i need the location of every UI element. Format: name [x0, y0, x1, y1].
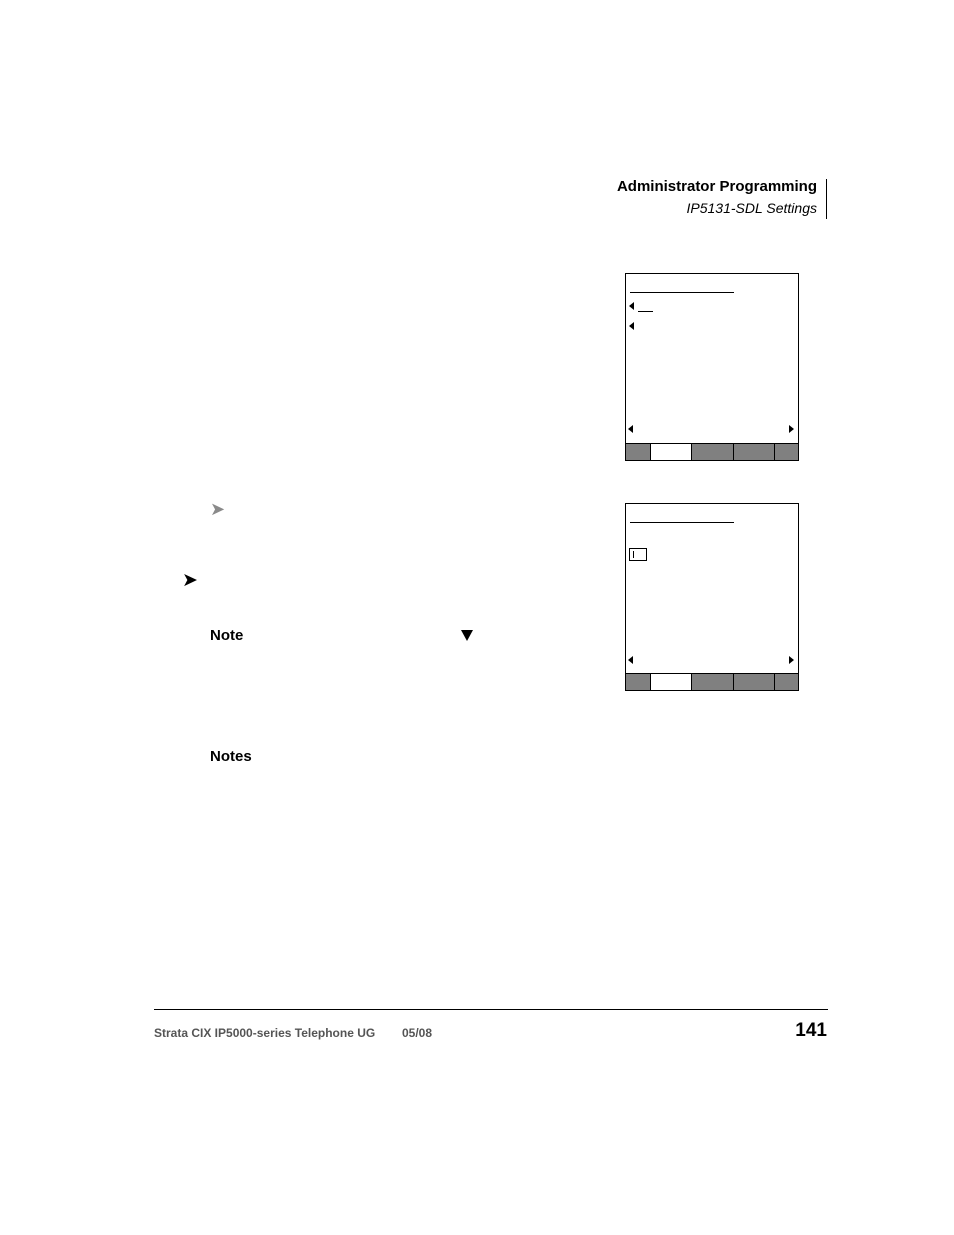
input-cursor-box	[629, 548, 647, 561]
softkey-1[interactable]	[626, 674, 651, 690]
footer-divider	[154, 1009, 828, 1010]
lcd-display-2	[625, 503, 799, 691]
scroll-right-icon	[789, 425, 794, 433]
scroll-left-icon	[628, 656, 633, 664]
scroll-right-icon	[789, 656, 794, 664]
scroll-down-icon	[461, 630, 473, 641]
step-arrow-black-icon: ➤	[182, 570, 198, 591]
lcd-display-1	[625, 273, 799, 461]
softkey-5[interactable]	[775, 674, 798, 690]
footer-date: 05/08	[402, 1026, 433, 1040]
header-divider	[826, 179, 827, 219]
softkey-3[interactable]	[692, 674, 734, 690]
softkey-3[interactable]	[692, 444, 734, 460]
softkey-2[interactable]	[651, 674, 692, 690]
left-arrow-icon	[629, 322, 634, 330]
scroll-left-icon	[628, 425, 633, 433]
softkey-4[interactable]	[734, 444, 775, 460]
step-arrow-grey-icon: ➤	[210, 499, 226, 519]
softkey-4[interactable]	[734, 674, 775, 690]
notes-label: Notes	[210, 748, 252, 765]
softkey-2[interactable]	[651, 444, 692, 460]
note-label: Note	[210, 627, 244, 644]
section-title: Administrator Programming	[616, 178, 817, 195]
footer-doc-title: Strata CIX IP5000-series Telephone UG	[154, 1026, 376, 1040]
lcd-title-underline	[630, 292, 734, 293]
section-subtitle: IP5131-SDL Settings	[686, 200, 817, 216]
softkey-5[interactable]	[775, 444, 798, 460]
softkey-bar	[626, 443, 798, 460]
softkey-1[interactable]	[626, 444, 651, 460]
lcd-field-underline	[638, 311, 653, 312]
page-number: 141	[795, 1020, 827, 1041]
lcd-title-underline	[630, 522, 734, 523]
left-arrow-icon	[629, 302, 634, 310]
softkey-bar	[626, 673, 798, 690]
